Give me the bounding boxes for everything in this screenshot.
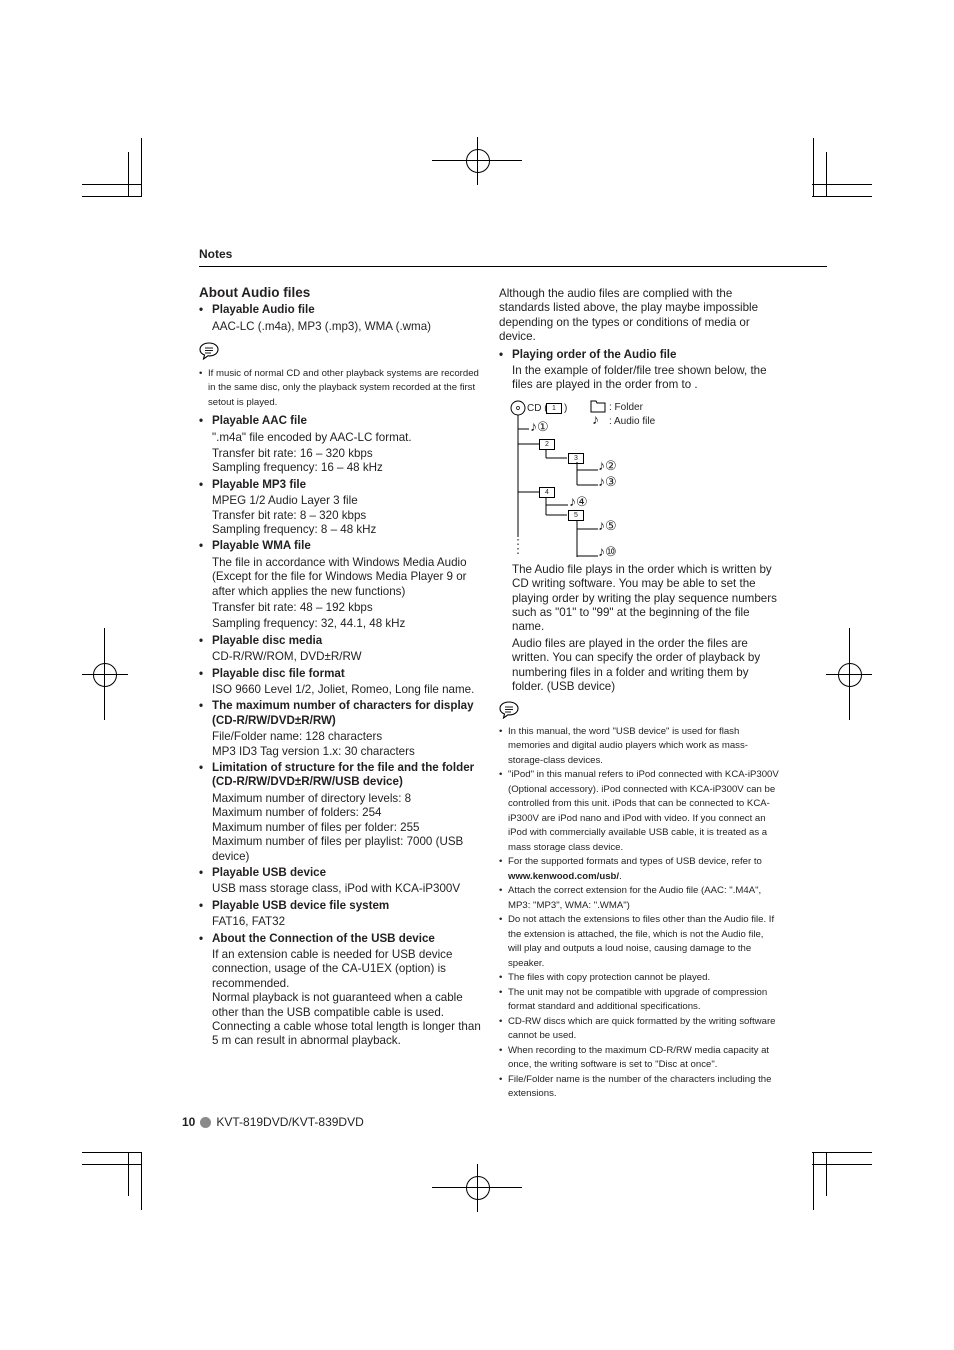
folder-box: 5 xyxy=(568,510,584,521)
note-text: In this manual, the word "USB device" is used for flash memories and digital audio players which work as mass-storage-class devices. xyxy=(508,725,748,766)
spec-item-title: • Playable AAC file xyxy=(212,414,481,428)
note-icon xyxy=(199,342,219,360)
cd-label-text: CD ( xyxy=(527,402,548,414)
crop-mark xyxy=(826,1152,827,1196)
page-dot-icon xyxy=(200,1117,211,1128)
spec-item-desc xyxy=(212,948,481,1049)
order-paragraph: Audio files are played in the order the files are written. You can specify the order of playback by numbering files in a folder and writing them by folder. (USB device) xyxy=(512,636,761,694)
spec-item-desc xyxy=(212,882,481,896)
note-item xyxy=(499,913,779,971)
cd-close: ) xyxy=(564,402,568,414)
crop-mark xyxy=(813,1152,814,1210)
spec-item xyxy=(199,539,481,631)
spec-item-desc xyxy=(212,556,481,632)
spec-item-desc xyxy=(212,915,481,929)
note-text: File/Folder name is the number of the characters including the extensions. xyxy=(508,1073,772,1100)
audio-file: ♪④ xyxy=(569,492,588,509)
file-number: ⑩ xyxy=(605,543,617,559)
spec-line: Maximum number of directory levels: 8 Maximum number of folders: 254 Maximum number of files per folder: 255 Maximum number of files per playlist: 7000 (USB device) xyxy=(212,791,464,863)
folder-box: 1 xyxy=(546,403,562,414)
spec-item-title: • Playable MP3 file xyxy=(212,478,481,492)
file-number: ① xyxy=(537,418,549,434)
spec-item xyxy=(199,932,481,1049)
spec-item-title: • Playable USB device xyxy=(212,866,481,880)
spec-item xyxy=(199,478,481,538)
spec-item-title: • Limitation of structure for the file and the folder (CD-R/RW/DVD±R/RW/USB device) xyxy=(212,761,481,790)
spec-line: The file in accordance with Windows Media Audio (Except for the file for Windows Media Player 9 or after which applies the new functions) xyxy=(212,555,467,598)
registration-mark xyxy=(838,663,862,687)
order-paragraph: The Audio file plays in the order which is written by CD writing software. You may be able to set the playing order by writing the play sequence numbers such as "01" to "99" at the beginning of the file name. xyxy=(512,562,777,634)
model-name: KVT-819DVD/KVT-839DVD xyxy=(216,1115,364,1129)
spec-item xyxy=(199,667,481,698)
spec-line: If an extension cable is needed for USB device connection, usage of the CA-U1EX (option) is recommended. Normal playback is not guaranteed when a cable other than the USB compatible cable is used. Connecting a cable whose total length is longer than 5 m can result in abnormal playback. xyxy=(212,947,481,1048)
spec-line: ISO 9660 Level 1/2, Joliet, Romeo, Long file name. xyxy=(212,683,475,697)
spec-item-desc xyxy=(212,494,481,537)
spec-line: Transfer bit rate: 48 – 192 kbps xyxy=(212,601,373,614)
spec-item xyxy=(499,348,779,393)
audio-file: ♪① xyxy=(530,417,549,434)
crop-mark xyxy=(812,184,872,185)
crop-mark xyxy=(128,152,129,196)
support-url-link[interactable]: www.kenwood.com/usb/ xyxy=(508,870,620,882)
note-item xyxy=(499,971,779,986)
spec-item xyxy=(199,699,481,759)
page-number: 10 xyxy=(182,1115,196,1129)
note-text: When recording to the maximum CD-R/RW media capacity at once, the writing software is set to "Disc at once". xyxy=(508,1044,770,1071)
spec-line: Sampling frequency: 32, 44.1, 48 kHz xyxy=(212,617,406,631)
spec-item xyxy=(199,303,481,334)
spec-line: Transfer bit rate: 16 – 320 kbps Sampling frequency: 16 – 48 kHz xyxy=(212,446,383,475)
audio-file: ♪③ xyxy=(598,472,617,489)
spec-item-desc xyxy=(212,431,481,476)
left-column xyxy=(199,286,481,1051)
note-icon xyxy=(499,701,519,719)
intro-paragraph: Although the audio files are complied with the standards listed above, the play maybe impossible depending on the types or conditions of media or device. xyxy=(499,287,759,344)
spec-item xyxy=(199,761,481,864)
spec-item-title: • Playable USB device file system xyxy=(212,899,481,913)
folder-tree-diagram xyxy=(499,397,779,557)
note-item xyxy=(499,986,779,1015)
note-item: • If music of normal CD and other playback systems are recorded in the same disc, only the playback system recorded at the first setout is played. xyxy=(199,367,481,411)
note-list xyxy=(499,725,779,1102)
registration-mark xyxy=(466,149,490,173)
section-title: About Audio files xyxy=(199,285,311,300)
crop-mark xyxy=(812,196,872,197)
spec-item-title: • Playable disc media xyxy=(212,634,481,648)
spec-item-desc xyxy=(212,792,481,864)
spec-item-title: • Playable Audio file xyxy=(212,303,481,317)
spec-line: USB mass storage class, iPod with KCA-iP300V xyxy=(212,882,461,896)
crop-mark xyxy=(812,1152,872,1153)
spec-item-desc xyxy=(212,730,481,759)
note-text: "iPod" in this manual refers to iPod connected with KCA-iP300V (Optional accessory). iPod connected with KCA-iP300V can be controlled from this unit. iPods that can be connected to KCA-iP300V are iPod nano and iPod with video. If you connect an iPod with commercially available USB cable, it is treated as a mass storage class device. xyxy=(508,769,779,853)
note-text: Attach the correct extension for the Audio file (AAC: ".M4A", MP3: "MP3", WMA: ".WMA") xyxy=(508,885,762,911)
note-text: Do not attach the extensions to files other than the Audio file. If the extension is attached, the file, which is not the Audio file, will play and outputs a loud noise, causing damage to the speaker. xyxy=(508,914,775,969)
audio-file: ♪⑩ xyxy=(598,542,617,559)
spec-item-desc xyxy=(212,320,481,334)
file-number: ③ xyxy=(605,473,617,489)
spec-line: AAC-LC (.m4a), MP3 (.mp3), WMA (.wma) xyxy=(212,319,432,333)
spec-item-title: • Playable WMA file xyxy=(212,539,481,553)
cd-label xyxy=(527,402,548,416)
note-item xyxy=(499,1015,779,1044)
spec-item-desc xyxy=(212,683,481,697)
legend-folder: : Folder xyxy=(609,401,643,413)
file-number: ② xyxy=(605,457,617,473)
crop-mark xyxy=(82,196,142,197)
note-text: The files with copy protection cannot be played. xyxy=(508,972,711,984)
crop-mark xyxy=(141,138,142,196)
crop-mark xyxy=(826,152,827,196)
spec-line: MPEG 1/2 Audio Layer 3 file Transfer bit rate: 8 – 320 kbps Sampling frequency: 8 – 48 kHz xyxy=(212,494,377,536)
file-number: ④ xyxy=(576,493,588,509)
registration-mark xyxy=(466,1176,490,1200)
note-item xyxy=(499,884,779,913)
spec-line: ".m4a" file encoded by AAC-LC format. xyxy=(212,430,412,444)
crop-mark xyxy=(141,1152,142,1210)
music-note-icon: ♪ xyxy=(592,410,599,427)
crop-mark xyxy=(813,138,814,196)
crop-mark xyxy=(812,1164,872,1165)
note-item xyxy=(499,1073,779,1102)
header-rule xyxy=(199,266,827,267)
folder-box: 4 xyxy=(539,487,555,498)
registration-mark xyxy=(93,663,117,687)
folder-box: 2 xyxy=(539,439,555,450)
spec-line: CD-R/RW/ROM, DVD±R/RW xyxy=(212,650,362,664)
spec-list xyxy=(199,303,481,334)
audio-file: ♪⑤ xyxy=(598,516,617,533)
note-item xyxy=(499,768,779,855)
crop-mark xyxy=(82,184,142,185)
note-text: For the supported formats and types of USB device, refer to xyxy=(508,856,762,868)
page-footer xyxy=(182,1115,364,1129)
spec-list xyxy=(199,414,481,1049)
order-description: In the example of folder/file tree shown below, the files are played in the order from to . xyxy=(512,364,767,392)
crop-mark xyxy=(82,1164,142,1165)
spec-item-title: • About the Connection of the USB device xyxy=(212,932,481,946)
note-text: The unit may not be compatible with upgrade of compression format standard and additional specifications. xyxy=(508,986,768,1013)
file-number: ⑤ xyxy=(605,517,617,533)
folder-box: 3 xyxy=(568,453,584,464)
audio-file: ♪② xyxy=(598,456,617,473)
note-item xyxy=(499,725,779,769)
spec-item-title: • Playable disc file format xyxy=(212,667,481,681)
spec-item xyxy=(199,899,481,930)
right-column xyxy=(499,287,779,1102)
spec-item xyxy=(199,634,481,665)
spec-line: File/Folder name: 128 characters MP3 ID3 Tag version 1.x: 30 characters xyxy=(212,730,415,758)
note-item xyxy=(499,1044,779,1073)
note-text: CD-RW discs which are quick formatted by the writing software cannot be used. xyxy=(508,1015,776,1042)
crop-mark xyxy=(128,1152,129,1196)
spec-item-title: • The maximum number of characters for display (CD-R/RW/DVD±R/RW) xyxy=(212,699,481,728)
note-item: • For the supported formats and types of USB device, refer to www.kenwood.com/usb/. xyxy=(499,855,779,884)
spec-item-desc xyxy=(212,650,481,664)
note-list xyxy=(199,367,481,411)
spec-item xyxy=(199,414,481,476)
spec-line: FAT16, FAT32 xyxy=(212,915,286,929)
section-label: Notes xyxy=(199,247,233,261)
legend-audio: : Audio file xyxy=(609,415,656,427)
crop-mark xyxy=(82,1152,142,1153)
spec-item-title: • Playing order of the Audio file xyxy=(512,348,779,362)
spec-item xyxy=(199,866,481,897)
